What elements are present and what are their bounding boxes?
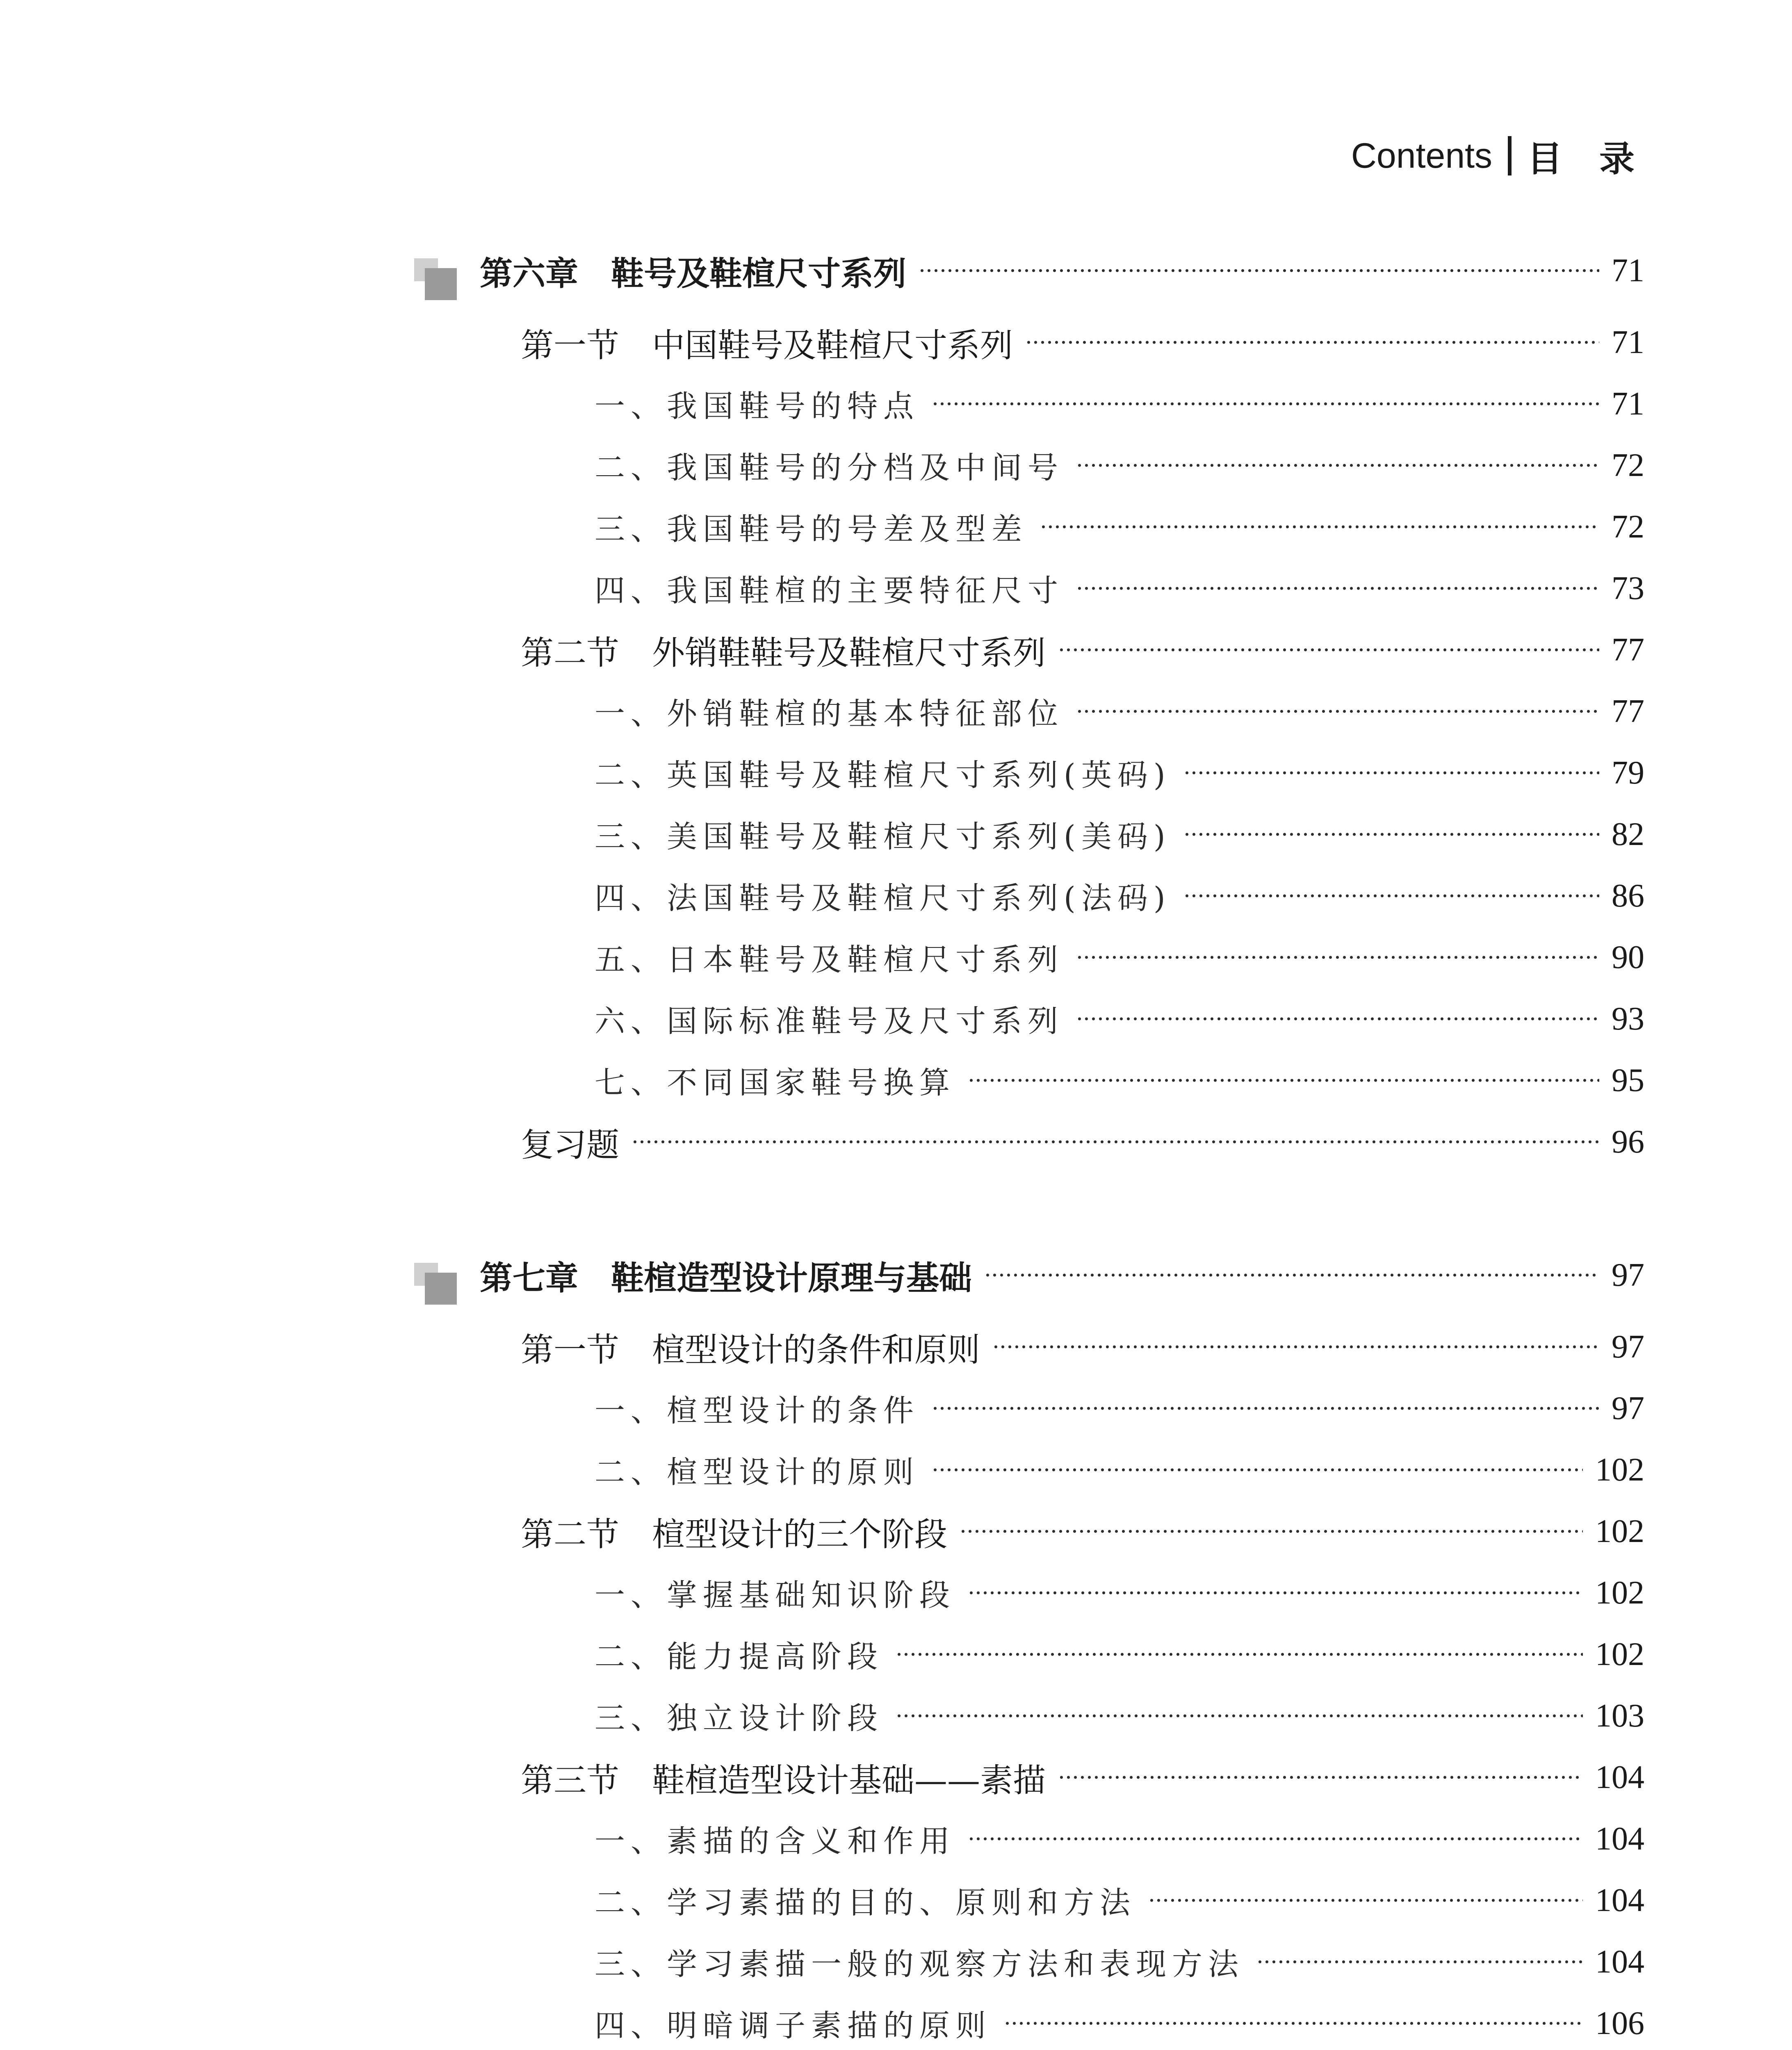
toc-section[interactable] xyxy=(521,625,1644,674)
toc-section-page: 97 xyxy=(1612,1328,1644,1365)
dot-leader xyxy=(1040,525,1599,529)
dot-leader xyxy=(1076,1017,1599,1021)
toc-item[interactable] xyxy=(595,1814,1644,1863)
dot-leader xyxy=(984,1273,1599,1277)
toc-section-page: 77 xyxy=(1612,631,1644,668)
toc-item[interactable] xyxy=(595,502,1644,551)
dot-leader xyxy=(968,1078,1599,1082)
toc-item-page: 95 xyxy=(1612,1062,1644,1098)
toc-item-title: 一、掌握基础知识阶段 xyxy=(595,1578,955,1613)
toc-item-page: 104 xyxy=(1595,1882,1644,1918)
toc-item[interactable] xyxy=(595,1876,1644,1925)
toc-item-title: 二、英国鞋号及鞋楦尺寸系列(英码) xyxy=(595,758,1171,793)
dot-leader xyxy=(1004,2021,1583,2025)
dot-leader xyxy=(896,1714,1583,1718)
toc-section-page: 96 xyxy=(1612,1123,1644,1160)
toc-section[interactable] xyxy=(521,1322,1644,1371)
toc-item-title: 一、外销鞋楦的基本特征部位 xyxy=(595,696,1064,731)
toc-item-page: 73 xyxy=(1612,570,1644,606)
dot-leader xyxy=(1058,1775,1583,1779)
toc-item[interactable] xyxy=(595,1568,1644,1617)
toc-item[interactable] xyxy=(595,1937,1644,1986)
toc-item[interactable] xyxy=(595,379,1644,428)
toc-item-title: 三、学习素描一般的观察方法和表现方法 xyxy=(595,1947,1244,1982)
dot-leader xyxy=(1076,955,1599,959)
toc-item-page: 102 xyxy=(1595,1451,1644,1488)
dot-leader xyxy=(1076,586,1599,590)
toc-chapter-page: 71 xyxy=(1612,252,1644,289)
toc-section-title: 第二节 外销鞋鞋号及鞋楦尺寸系列 xyxy=(521,633,1046,672)
toc-item[interactable] xyxy=(595,933,1644,982)
toc-item[interactable] xyxy=(595,1630,1644,1679)
toc-item[interactable] xyxy=(595,687,1644,736)
toc-chapter-title: 第七章 鞋楦造型设计原理与基础 xyxy=(480,1259,972,1297)
toc-item-title: 六、国际标准鞋号及尺寸系列 xyxy=(595,1004,1064,1039)
toc-item[interactable] xyxy=(595,1056,1644,1105)
toc-item[interactable] xyxy=(595,1999,1644,2048)
toc-item-title: 一、楦型设计的条件 xyxy=(595,1393,919,1428)
dot-leader xyxy=(919,269,1599,273)
dot-leader xyxy=(1183,894,1599,898)
toc-section[interactable] xyxy=(521,1753,1644,1802)
dot-leader xyxy=(632,1140,1599,1144)
toc-item-page: 102 xyxy=(1595,1574,1644,1611)
toc-item-page: 102 xyxy=(1595,1636,1644,1672)
toc-item-title: 二、能力提高阶段 xyxy=(595,1639,883,1674)
toc-item-title: 四、明暗调子素描的原则 xyxy=(595,2008,992,2043)
toc-item[interactable] xyxy=(595,748,1644,797)
dot-leader xyxy=(1076,709,1599,713)
toc-item-page: 97 xyxy=(1612,1390,1644,1426)
toc-section-title: 第一节 楦型设计的条件和原则 xyxy=(521,1330,980,1369)
toc-item[interactable] xyxy=(595,1691,1644,1740)
dot-leader xyxy=(932,1468,1583,1472)
dot-leader xyxy=(896,1652,1583,1656)
toc-chapter-page: 97 xyxy=(1612,1257,1644,1293)
toc-item[interactable] xyxy=(595,1445,1644,1494)
header-divider xyxy=(1508,136,1512,175)
toc-section-page: 71 xyxy=(1612,324,1644,360)
header-title-zh: 目 录 xyxy=(1527,139,1647,180)
dot-leader xyxy=(968,1837,1583,1841)
dot-leader xyxy=(1025,340,1599,344)
toc-item-page: 104 xyxy=(1595,1820,1644,1857)
toc-section-page: 104 xyxy=(1595,1759,1644,1795)
header-title-en: Contents xyxy=(1351,136,1493,175)
toc-section-page: 102 xyxy=(1595,1513,1644,1549)
dot-leader xyxy=(1183,832,1599,836)
dot-leader xyxy=(968,1591,1583,1595)
toc-section[interactable] xyxy=(521,1507,1644,1556)
toc-section[interactable] xyxy=(521,318,1644,367)
dot-leader xyxy=(992,1345,1599,1349)
toc-item-title: 三、美国鞋号及鞋楦尺寸系列(美码) xyxy=(595,819,1171,854)
toc-section-title: 第二节 楦型设计的三个阶段 xyxy=(521,1515,947,1553)
toc-item-page: 72 xyxy=(1612,508,1644,545)
toc-item-title: 四、我国鞋楦的主要特征尺寸 xyxy=(595,573,1064,608)
toc-item-page: 82 xyxy=(1612,816,1644,852)
chapter-square-icon xyxy=(414,1263,459,1305)
toc-item-title: 五、日本鞋号及鞋楦尺寸系列 xyxy=(595,942,1064,977)
toc-section[interactable] xyxy=(521,1117,1644,1166)
toc-section-title: 第一节 中国鞋号及鞋楦尺寸系列 xyxy=(521,326,1013,364)
toc-item-title: 三、我国鞋号的号差及型差 xyxy=(595,512,1028,547)
toc-item-page: 71 xyxy=(1612,385,1644,422)
toc-item-page: 103 xyxy=(1595,1697,1644,1734)
dot-leader xyxy=(1256,1960,1583,1964)
toc-chapter-title: 第六章 鞋号及鞋楦尺寸系列 xyxy=(480,254,906,293)
dot-leader xyxy=(932,1406,1599,1410)
toc-item-page: 106 xyxy=(1595,2005,1644,2041)
dot-leader xyxy=(1058,648,1599,652)
toc-chapter[interactable] xyxy=(480,246,1644,295)
toc-item-title: 四、法国鞋号及鞋楦尺寸系列(法码) xyxy=(595,881,1171,916)
toc-item[interactable] xyxy=(595,994,1644,1043)
toc-item-title: 一、素描的含义和作用 xyxy=(595,1824,955,1859)
toc-item-page: 104 xyxy=(1595,1943,1644,1980)
toc-section-title: 第三节 鞋楦造型设计基础——素描 xyxy=(521,1761,1046,1799)
dot-leader xyxy=(960,1529,1583,1533)
toc-item[interactable] xyxy=(595,441,1644,490)
toc-item-page: 93 xyxy=(1612,1000,1644,1037)
toc-item-title: 二、学习素描的目的、原则和方法 xyxy=(595,1885,1136,1920)
toc-item-page: 72 xyxy=(1612,447,1644,483)
dot-leader xyxy=(1076,463,1599,467)
toc-item-title: 二、我国鞋号的分档及中间号 xyxy=(595,450,1064,485)
toc-item-title: 二、楦型设计的原则 xyxy=(595,1455,919,1490)
chapter-square-icon xyxy=(414,258,459,301)
toc-chapter[interactable] xyxy=(480,1250,1644,1300)
toc-item-page: 90 xyxy=(1612,939,1644,975)
toc-item-title: 三、独立设计阶段 xyxy=(595,1701,883,1736)
toc-item-page: 77 xyxy=(1612,693,1644,729)
dot-leader xyxy=(1148,1898,1583,1902)
toc-section-title: 复习题 xyxy=(521,1125,619,1164)
toc-item-title: 七、不同国家鞋号换算 xyxy=(595,1065,955,1100)
toc-item[interactable] xyxy=(595,871,1644,920)
toc-item-page: 79 xyxy=(1612,754,1644,791)
running-header xyxy=(1351,130,1647,181)
toc-item[interactable] xyxy=(595,564,1644,613)
toc-item[interactable] xyxy=(595,1384,1644,1433)
toc-item-title: 一、我国鞋号的特点 xyxy=(595,389,919,424)
toc-item-page: 86 xyxy=(1612,877,1644,914)
dot-leader xyxy=(1183,771,1599,775)
dot-leader xyxy=(932,402,1599,406)
toc-item[interactable] xyxy=(595,810,1644,859)
